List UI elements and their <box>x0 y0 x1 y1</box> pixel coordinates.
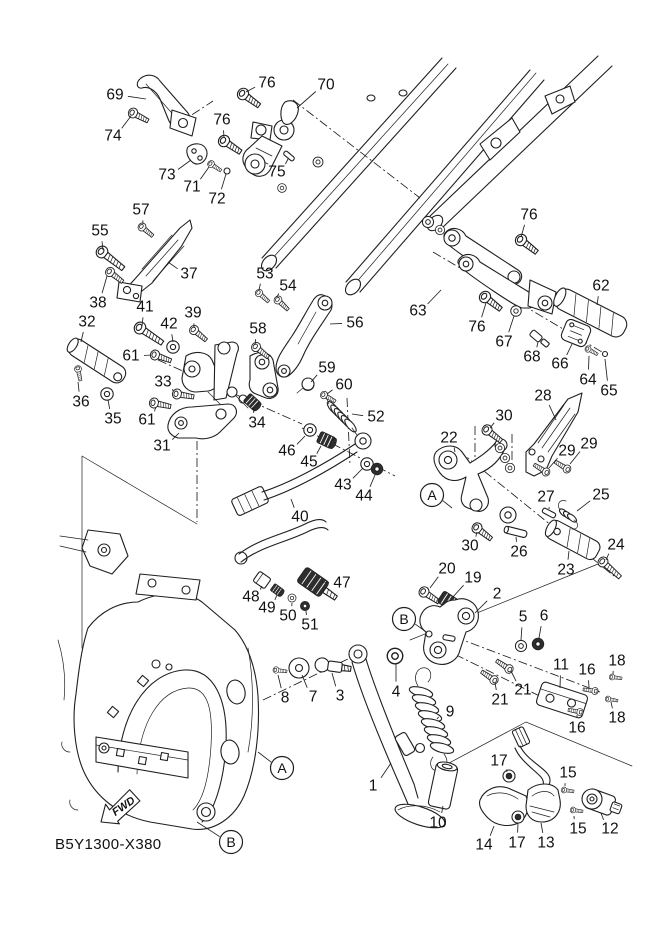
part-leader-line <box>255 339 256 345</box>
part-number-label: 74 <box>104 127 122 145</box>
part-leader-line <box>482 303 486 317</box>
part-leader-line <box>278 675 281 688</box>
part-number-label: 36 <box>72 393 90 411</box>
part-number-label: 40 <box>291 508 309 526</box>
part-leader-line <box>353 468 363 478</box>
part-leader-line <box>509 316 514 332</box>
part-number-label: 16 <box>568 719 586 737</box>
part-leader-line <box>589 356 590 370</box>
part-leader-line <box>428 290 441 304</box>
part-number-label: 27 <box>537 488 555 506</box>
part-leader-line <box>291 499 294 508</box>
part-number-label: 66 <box>551 355 569 373</box>
part-leader-line <box>541 823 543 833</box>
part-number-label: 10 <box>429 814 447 832</box>
part-number-label: 60 <box>335 376 353 394</box>
part-number-label: 61 <box>138 411 156 429</box>
part-leader-line <box>490 826 494 836</box>
part-number-label: 43 <box>334 476 352 494</box>
part-leader-line <box>589 680 590 687</box>
part-leader-line <box>443 501 452 508</box>
part-number-label: 68 <box>523 348 541 366</box>
part-number-label: 19 <box>464 569 482 587</box>
part-number-label: 37 <box>180 265 198 283</box>
part-number-label: 29 <box>558 442 576 460</box>
part-number-label: 18 <box>608 652 626 670</box>
part-leader-line <box>221 174 226 189</box>
part-number-label: 48 <box>242 588 260 606</box>
part-leader-line <box>567 344 572 355</box>
part-number-label: 25 <box>592 486 610 504</box>
subframe-rails <box>259 56 612 298</box>
part-leader-line <box>224 130 225 137</box>
part-leader-line <box>539 626 541 638</box>
ref-marker-label: B <box>226 834 236 850</box>
part-number-label: 35 <box>104 410 122 428</box>
part-number-label: 30 <box>461 537 479 555</box>
collar-10 <box>428 760 459 810</box>
part-number-label: 9 <box>445 703 455 721</box>
part-number-label: 58 <box>249 320 267 338</box>
part-number-label: 17 <box>508 834 526 852</box>
part-number-label: 73 <box>158 166 176 184</box>
part-number-label: 5 <box>518 608 528 626</box>
part-leader-line <box>521 627 522 640</box>
ref-marker-label: A <box>427 487 437 503</box>
part-leader-line <box>78 382 79 392</box>
part-number-label: 61 <box>122 347 140 365</box>
part-leader-line <box>549 405 556 420</box>
part-number-label: 16 <box>578 661 596 679</box>
part-number-label: 52 <box>367 408 385 426</box>
part-number-label: 33 <box>154 373 172 391</box>
stand-switch-12 <box>582 788 624 819</box>
part-number-label: 38 <box>89 294 107 312</box>
part-number-label: 64 <box>579 371 597 389</box>
part-number-label: 29 <box>580 435 598 453</box>
part-number-label: 76 <box>213 111 231 129</box>
part-number-label: 21 <box>514 681 532 699</box>
part-number-label: 59 <box>318 359 336 377</box>
part-number-label: 21 <box>491 691 509 709</box>
part-number-label: 32 <box>78 313 96 331</box>
part-leader-line <box>352 414 363 416</box>
part-number-label: 15 <box>569 820 587 838</box>
part-leader-line <box>144 355 151 356</box>
part-leader-line <box>577 501 590 511</box>
main-frame <box>58 530 258 829</box>
part-number-label: 67 <box>495 333 513 351</box>
part-leader-line <box>200 167 209 179</box>
part-leader-line <box>322 582 329 583</box>
coil-spring-52 <box>325 397 358 435</box>
part-number-label: 39 <box>184 304 202 322</box>
part-leader-line <box>258 752 271 762</box>
part-number-label: 4 <box>391 683 401 701</box>
part-number-label: 18 <box>608 709 626 727</box>
part-number-label: 70 <box>317 76 335 94</box>
part-number-label: 47 <box>333 574 351 592</box>
side-stand-switch-group <box>479 726 624 825</box>
part-number-label: 11 <box>552 656 570 674</box>
part-leader-line <box>297 436 305 444</box>
part-leader-line <box>330 323 342 324</box>
part-leader-line <box>168 262 178 269</box>
part-leader-line <box>511 671 516 681</box>
part-number-label: 72 <box>208 190 226 208</box>
part-number-label: 57 <box>132 201 150 219</box>
part-leader-line <box>108 400 110 409</box>
washer-7 <box>289 658 309 678</box>
part-number-label: 71 <box>183 178 201 196</box>
part-number-label: 2 <box>492 585 502 603</box>
part-leader-line <box>516 537 517 542</box>
part-number-label: 30 <box>495 407 513 425</box>
side-stand-group <box>273 645 459 833</box>
part-leader-line <box>311 375 317 382</box>
part-number-label: 49 <box>258 599 276 617</box>
ref-marker-label: B <box>399 611 409 627</box>
return-spring-59 <box>302 378 314 390</box>
part-number-label: 76 <box>520 206 538 224</box>
part-leader-line <box>128 96 146 99</box>
part-leader-line <box>381 763 391 778</box>
part-number-label: 12 <box>601 820 619 838</box>
switch-bracket-13 <box>526 784 560 822</box>
part-number-label: 76 <box>258 74 276 92</box>
pedal-toe-pad <box>231 486 269 517</box>
side-stand-bracket-group <box>417 585 622 719</box>
part-leader-line <box>297 92 316 109</box>
part-number-label: 28 <box>534 387 552 405</box>
part-number-label: 6 <box>539 607 549 625</box>
part-leader-line <box>611 702 612 708</box>
part-number-label: 55 <box>91 222 109 240</box>
part-number-label: 51 <box>301 616 319 634</box>
part-number-label: 42 <box>160 315 178 333</box>
part-number-label: 46 <box>278 442 296 460</box>
part-leader-line <box>370 475 375 487</box>
part-number-label: 26 <box>510 543 528 561</box>
part-number-label: 8 <box>280 689 290 707</box>
part-number-label: 17 <box>490 752 508 770</box>
part-leader-line <box>285 159 288 164</box>
part-number-label: 75 <box>268 163 286 181</box>
part-number-label: 41 <box>136 298 154 316</box>
part-leader-line <box>332 673 336 686</box>
part-number-label: 44 <box>355 487 373 505</box>
part-number-label: 56 <box>346 314 364 332</box>
part-number-label: 76 <box>468 318 486 336</box>
part-number-label: 14 <box>475 836 493 854</box>
part-number-label: 7 <box>308 688 318 706</box>
part-number-label: 53 <box>256 265 274 283</box>
part-leader-line <box>178 160 191 170</box>
part-number-label: 23 <box>557 561 575 579</box>
ref-marker-label: A <box>277 760 287 776</box>
part-number-label: 62 <box>592 277 610 295</box>
part-leader-line <box>452 585 464 598</box>
part-leader-line <box>568 551 569 560</box>
rear-footrest-left <box>64 335 128 385</box>
part-number-label: 3 <box>335 687 345 705</box>
part-number-label: 15 <box>559 764 577 782</box>
part-number-label: 34 <box>248 414 266 432</box>
part-leader-line <box>490 423 494 428</box>
part-number-label: 22 <box>440 429 458 447</box>
fwd-arrow-label: FWD <box>110 794 138 819</box>
part-leader-line <box>605 359 607 381</box>
part-number-label: 69 <box>106 86 124 104</box>
footrest-23 <box>543 518 603 562</box>
heel-guard-plate <box>122 220 192 295</box>
diagram-code: B5Y1300-X380 <box>55 836 162 853</box>
part-leader-line <box>537 342 538 347</box>
part-leader-line <box>102 276 107 293</box>
part-number-label: 24 <box>607 536 625 554</box>
part-number-label: 63 <box>409 302 427 320</box>
part-number-label: 54 <box>279 277 297 295</box>
part-number-label: 45 <box>300 453 318 471</box>
part-leader-line <box>122 116 131 128</box>
part-leader-line <box>430 577 438 588</box>
part-number-label: 50 <box>279 607 297 625</box>
part-number-label: 65 <box>600 382 618 400</box>
part-number-label: 20 <box>438 560 456 578</box>
part-number-label: 13 <box>537 834 555 852</box>
part-number-label: 1 <box>368 777 378 795</box>
part-number-label: 31 <box>153 437 171 455</box>
part-leader-line <box>327 390 333 394</box>
